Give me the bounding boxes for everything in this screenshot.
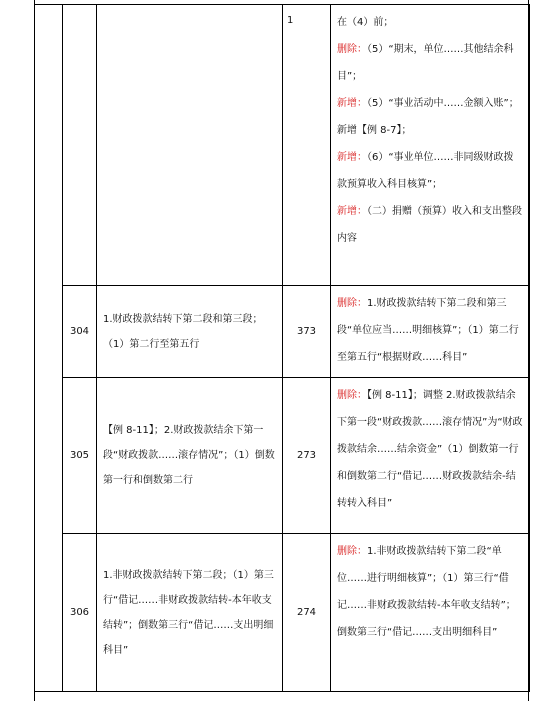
revision-tag: 删除：: [337, 298, 367, 309]
revision-text: 1.非财政拨款结转下第二段“单位……进行明细核算”；（1）第三行“借记……非财政拨款结转-本年收支结转”；倒数第三行“借记……支出明细科目”: [337, 546, 516, 638]
revision-line: [337, 36, 523, 90]
new-page-number: 1: [287, 15, 294, 26]
revision-text: 【例 8-11】；调整 2.财政拨款结余下第一段“财政拨款……滚存情况”为“财政拨款结余……结余资金”（1）倒数第一行和倒数第二行“借记……财政拨款结余-结转转入科目”: [337, 390, 523, 509]
new-page-cell: 373: [283, 286, 331, 378]
table-row: [35, 378, 530, 534]
revision-line: [337, 144, 523, 198]
revision-tag: 新增：: [337, 98, 367, 109]
revision-text: 1.财政拨款结转下第二段和第三段“单位应当……明细核算”；（1）第二行至第五行“根据财政……科目”: [337, 298, 519, 363]
new-page-cell: 273: [283, 378, 331, 534]
original-location-cell: 1.非财政拨款结转下第二段；（1）第三行“借记……非财政拨款结转-本年收支结转”；倒数第三行“借记……支出明细科目”: [97, 534, 283, 692]
revision-line: [337, 382, 523, 517]
revision-text: （二）捐赠（预算）收入和支出整段内容: [337, 206, 522, 244]
original-page-cell: 304: [63, 286, 97, 378]
revision-tag: 新增：: [337, 206, 367, 217]
table-row: [35, 5, 530, 286]
revision-line: [337, 538, 523, 646]
revision-line: [337, 9, 523, 36]
revision-text: （5）“事业活动中……金额入账”；新增【例 8-7】；: [337, 98, 519, 136]
revision-tag: 新增：: [337, 152, 367, 163]
revision-text: （6）“事业单位……非同级财政拨款预算收入科目核算”；: [337, 152, 514, 190]
revision-line: [337, 290, 523, 371]
new-page-cell: [283, 5, 331, 286]
original-location-cell: 1.财政拨款结转下第二段和第三段；（1）第二行至第五行: [97, 286, 283, 378]
revision-line: [337, 198, 523, 252]
revision-tag: 删除：: [337, 390, 367, 401]
revision-cell: [331, 286, 530, 378]
table-row: [35, 286, 530, 378]
original-page-cell: 306: [63, 534, 97, 692]
revision-cell: [331, 5, 530, 286]
original-location-cell: [97, 5, 283, 286]
revision-text: 在（4）前；: [337, 17, 394, 28]
original-page-cell: 305: [63, 378, 97, 534]
errata-table: [34, 4, 530, 692]
revision-tag: 删除：: [337, 44, 367, 55]
original-location-cell: 【例 8-11】；2.财政拨款结余下第一段“财政拨款……滚存情况”；（1）倒数第一行和倒数第二行: [97, 378, 283, 534]
revision-cell: [331, 378, 530, 534]
original-page-cell: [63, 5, 97, 286]
revision-text: （5）“期末，单位……其他结余科目”；: [337, 44, 514, 82]
revision-cell: [331, 534, 530, 692]
revision-line: [337, 90, 523, 144]
revision-tag: 删除：: [337, 546, 367, 557]
new-page-cell: 274: [283, 534, 331, 692]
table-row: [35, 534, 530, 692]
blank-lead-cell: [35, 5, 63, 692]
